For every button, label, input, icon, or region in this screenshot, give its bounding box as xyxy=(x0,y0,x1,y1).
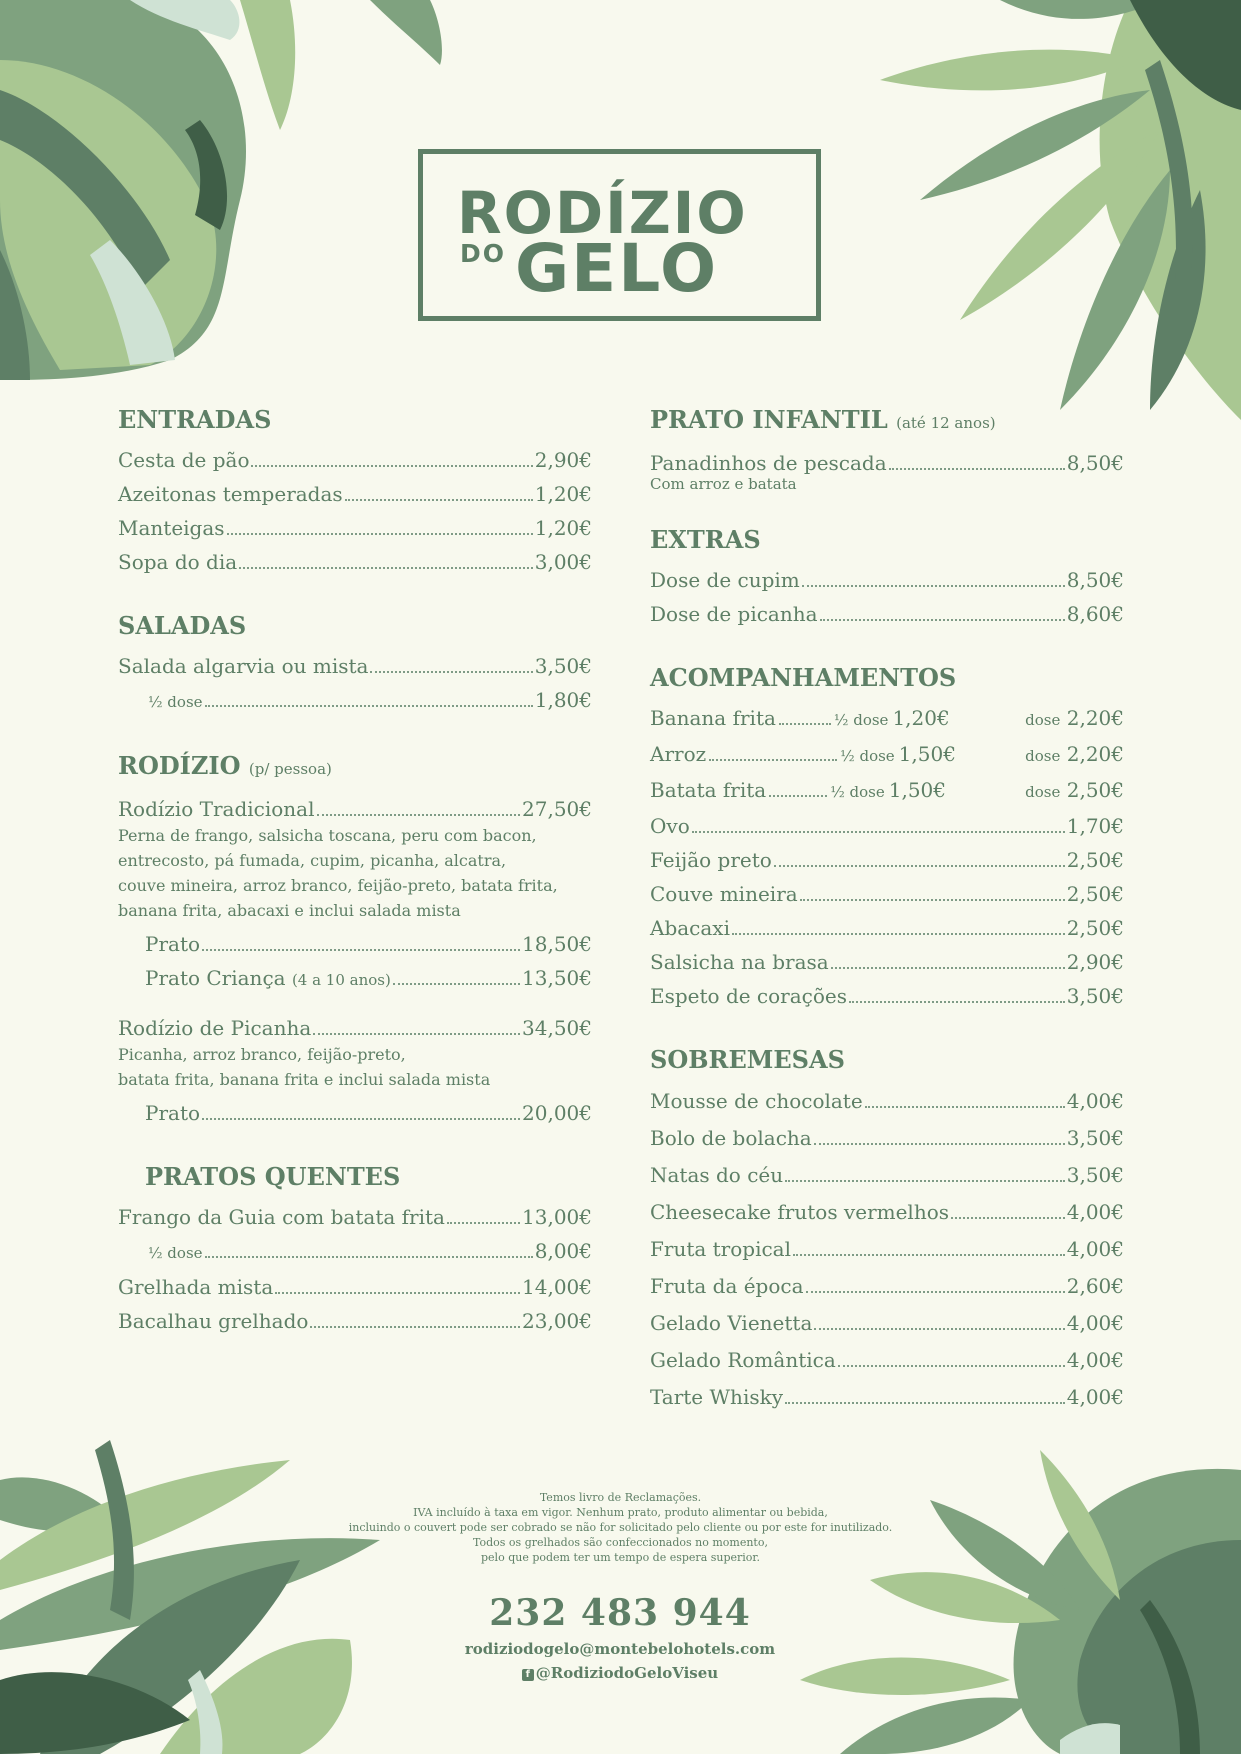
item-name: Couve mineira xyxy=(650,882,798,906)
item-price: 3,00€ xyxy=(534,550,592,574)
leader-dots xyxy=(313,1033,520,1035)
item-name: Manteigas xyxy=(118,516,225,540)
item-price: 2,90€ xyxy=(534,448,592,472)
leader-dots xyxy=(692,831,1065,833)
menu-item-dual xyxy=(650,701,1124,737)
leader-dots xyxy=(820,619,1065,621)
item-name: Rodízio Tradicional xyxy=(118,797,315,821)
menu-item xyxy=(650,1379,1124,1416)
menu-item xyxy=(650,1194,1124,1231)
item-name: Prato xyxy=(145,1101,201,1125)
menu-item xyxy=(650,945,1124,979)
item-name: Cesta de pão xyxy=(118,448,250,472)
spacer xyxy=(118,997,592,1011)
item-name: Dose de picanha xyxy=(650,602,818,626)
item-price: 8,00€ xyxy=(534,1239,592,1263)
item-name: Batata frita xyxy=(650,778,767,802)
facebook-icon: f xyxy=(522,1669,534,1681)
menu-item xyxy=(650,843,1124,877)
menu-item xyxy=(118,927,592,961)
menu-item-dual xyxy=(650,773,1124,809)
leader-dots xyxy=(838,1365,1065,1367)
item-name: Abacaxi xyxy=(650,916,730,940)
item-name: Prato Criança xyxy=(145,966,286,990)
section-note: (até 12 anos) xyxy=(896,414,996,432)
section-title-pratos-quentes: PRATOS QUENTES xyxy=(145,1162,401,1191)
item-price: 1,70€ xyxy=(1066,814,1124,838)
leader-dots xyxy=(709,759,837,761)
leader-dots xyxy=(317,814,521,816)
item-name: Dose de cupim xyxy=(650,568,800,592)
leader-dots xyxy=(732,933,1065,935)
item-price: 4,00€ xyxy=(1066,1237,1124,1261)
half-dose-label: ½ dose xyxy=(830,783,885,801)
item-price: 8,50€ xyxy=(1066,451,1124,475)
legal-notice xyxy=(300,1490,941,1565)
leader-dots xyxy=(769,795,827,797)
menu-item xyxy=(650,979,1124,1013)
item-price: 4,00€ xyxy=(1066,1348,1124,1372)
menu-item xyxy=(650,1120,1124,1157)
item-name: Feijão preto xyxy=(650,848,772,872)
item-price: 2,90€ xyxy=(1066,950,1124,974)
leader-dots xyxy=(239,567,533,569)
leader-dots xyxy=(447,1222,520,1224)
item-name: Panadinhos de pescada xyxy=(650,451,887,475)
menu-item xyxy=(118,1096,592,1130)
leader-dots xyxy=(800,899,1065,901)
item-name: Fruta da época xyxy=(650,1274,804,1298)
item-name: Sopa do dia xyxy=(118,550,238,574)
item-name: Cheesecake frutos vermelhos xyxy=(650,1200,950,1224)
item-price: 2,60€ xyxy=(1066,1274,1124,1298)
item-price: 8,50€ xyxy=(1066,568,1124,592)
item-name: Frango da Guia com batata frita xyxy=(118,1205,445,1229)
item-name: Ovo xyxy=(650,814,690,838)
full-dose xyxy=(1025,737,1124,773)
menu-item xyxy=(118,1200,592,1234)
logo-title-gelo: GELO xyxy=(515,230,719,307)
item-name: Bolo de bolacha xyxy=(650,1126,812,1150)
menu-item xyxy=(650,1305,1124,1342)
item-price: 1,20€ xyxy=(534,516,592,540)
item-name: Banana frita xyxy=(650,706,776,730)
description-line: entrecosto, pá fumada, cupim, picanha, alcatra, xyxy=(118,851,507,870)
item-name: Salsicha na brasa xyxy=(650,950,829,974)
menu-item-dual xyxy=(650,737,1124,773)
leader-dots xyxy=(393,983,520,985)
menu-item xyxy=(650,597,1124,631)
menu-item xyxy=(650,563,1124,597)
menu-item xyxy=(650,1157,1124,1194)
leader-dots xyxy=(951,1217,1065,1219)
leader-dots xyxy=(831,967,1065,969)
notice-line: incluindo o couvert pode ser cobrado se não for solicitado pelo cliente ou por este for inutilizado. xyxy=(348,1521,893,1534)
leader-dots xyxy=(785,1180,1065,1182)
section-title-acompanhamentos: ACOMPANHAMENTOS xyxy=(650,663,957,692)
item-price: 13,50€ xyxy=(522,966,592,990)
leader-dots xyxy=(793,1254,1065,1256)
full-dose xyxy=(1025,701,1124,737)
half-dose-price: 1,20€ xyxy=(892,706,950,730)
left-column xyxy=(118,405,592,1338)
leader-dots xyxy=(251,465,532,467)
spacer xyxy=(650,1013,1124,1045)
menu-item xyxy=(118,1304,592,1338)
item-name: Gelado Vienetta xyxy=(650,1311,813,1335)
section-title-sobremesas: SOBREMESAS xyxy=(650,1045,845,1074)
notice-line: Temos livro de Reclamações. xyxy=(539,1491,702,1504)
full-dose-label: dose xyxy=(1025,711,1061,729)
item-name: ½ dose xyxy=(148,693,203,711)
description-line: Perna de frango, salsicha toscana, peru com bacon, xyxy=(118,826,537,845)
item-name: Salada algarvia ou mista xyxy=(118,654,369,678)
item-name: Grelhada mista xyxy=(118,1275,274,1299)
menu-item xyxy=(118,545,592,579)
item-name: Mousse de chocolate xyxy=(650,1089,863,1113)
item-name: Azeitonas temperadas xyxy=(118,482,343,506)
item-price: 14,00€ xyxy=(522,1275,592,1299)
item-price: 1,20€ xyxy=(534,482,592,506)
item-name: Fruta tropical xyxy=(650,1237,791,1261)
item-name: Bacalhau grelhado xyxy=(118,1309,309,1333)
spacer xyxy=(118,719,592,751)
bottom-left-leaf-icon xyxy=(0,1440,380,1754)
notice-line: pelo que podem ter um tempo de espera superior. xyxy=(481,1551,760,1564)
item-price: 20,00€ xyxy=(522,1101,592,1125)
item-price: 4,00€ xyxy=(1066,1311,1124,1335)
section-note: (p/ pessoa) xyxy=(248,760,332,778)
item-note: (4 a 10 anos) xyxy=(291,971,391,989)
item-price: 13,00€ xyxy=(522,1205,592,1229)
section-title-rodizio xyxy=(118,751,592,784)
leader-dots xyxy=(849,1001,1065,1003)
leader-dots xyxy=(345,499,533,501)
menu-item xyxy=(650,1083,1124,1120)
section-title-text: RODÍZIO xyxy=(118,751,241,780)
description-line: banana frita, abacaxi e inclui salada mista xyxy=(118,901,461,920)
leader-dots xyxy=(774,865,1065,867)
item-name: Tarte Whisky xyxy=(650,1385,784,1409)
leader-dots xyxy=(814,1143,1065,1145)
email-address: rodiziodogelo@montebelohotels.com xyxy=(464,1640,776,1658)
social-handle xyxy=(400,1664,840,1682)
notice-line: Todos os grelhados são confeccionados no momento, xyxy=(473,1536,768,1549)
menu-item xyxy=(118,961,592,997)
section-title-text: PRATO INFANTIL xyxy=(650,405,888,434)
full-dose-label: dose xyxy=(1025,783,1061,801)
spacer xyxy=(118,1130,592,1162)
leader-dots xyxy=(202,949,520,951)
description-line: Picanha, arroz branco, feijão-preto, xyxy=(118,1045,406,1064)
item-price: 3,50€ xyxy=(1066,1163,1124,1187)
half-dose-price: 1,50€ xyxy=(898,742,956,766)
phone-number: 232 483 944 xyxy=(489,1592,751,1634)
logo-title-do: DO xyxy=(460,239,507,268)
leader-dots xyxy=(802,585,1065,587)
item-price: 8,60€ xyxy=(1066,602,1124,626)
item-name: Espeto de corações xyxy=(650,984,848,1008)
leader-dots xyxy=(785,1402,1065,1404)
right-column xyxy=(650,405,1124,1416)
item-name: ½ dose xyxy=(148,1244,203,1262)
menu-item xyxy=(650,1268,1124,1305)
leader-dots xyxy=(205,1256,533,1258)
item-price: 3,50€ xyxy=(534,654,592,678)
item-price: 4,00€ xyxy=(1066,1200,1124,1224)
menu-item xyxy=(118,792,592,826)
item-price: 27,50€ xyxy=(522,797,592,821)
item-price: 4,00€ xyxy=(1066,1089,1124,1113)
leader-dots xyxy=(227,533,533,535)
item-name: Gelado Romântica xyxy=(650,1348,836,1372)
half-dose-price: 1,50€ xyxy=(888,778,947,802)
menu-item-half xyxy=(118,683,592,719)
item-price: 2,50€ xyxy=(1066,848,1124,872)
item-price: 18,50€ xyxy=(522,932,592,956)
item-price: 1,80€ xyxy=(534,688,592,712)
full-dose xyxy=(1025,773,1124,809)
leader-dots xyxy=(779,723,831,725)
half-dose-label: ½ dose xyxy=(840,747,895,765)
item-name: Arroz xyxy=(650,742,707,766)
item-description xyxy=(118,1042,592,1092)
leader-dots xyxy=(205,705,533,707)
leader-dots xyxy=(202,1118,520,1120)
item-price: 3,50€ xyxy=(1066,984,1124,1008)
leader-dots xyxy=(814,1328,1064,1330)
full-dose-price: 2,20€ xyxy=(1066,742,1124,766)
item-description xyxy=(118,823,592,923)
item-description: Com arroz e batata xyxy=(650,475,797,493)
item-price: 2,50€ xyxy=(1066,916,1124,940)
description-line: couve mineira, arroz branco, feijão-preto, batata frita, xyxy=(118,876,558,895)
item-price: 23,00€ xyxy=(522,1309,592,1333)
logo xyxy=(418,149,821,321)
menu-item xyxy=(650,911,1124,945)
full-dose-price: 2,50€ xyxy=(1066,778,1124,802)
menu-item xyxy=(650,809,1124,843)
description-line: batata frita, banana frita e inclui salada mista xyxy=(118,1070,491,1089)
section-title-extras: EXTRAS xyxy=(650,525,761,554)
leader-dots xyxy=(370,671,532,673)
item-price: 4,00€ xyxy=(1066,1385,1124,1409)
menu-item xyxy=(118,1270,592,1304)
social-handle-text: @RodiziodoGeloViseu xyxy=(535,1664,719,1682)
leader-dots xyxy=(310,1326,520,1328)
item-price: 2,50€ xyxy=(1066,882,1124,906)
logo-title-rodizio: RODÍZIO xyxy=(457,179,748,247)
full-dose-price: 2,20€ xyxy=(1066,706,1124,730)
leader-dots xyxy=(806,1291,1065,1293)
item-name: Rodízio de Picanha xyxy=(118,1016,312,1040)
item-name: Prato xyxy=(145,932,201,956)
menu-item xyxy=(118,649,592,683)
menu-item xyxy=(650,1231,1124,1268)
menu-item xyxy=(650,877,1124,911)
spacer xyxy=(650,631,1124,663)
menu-item xyxy=(650,1342,1124,1379)
menu-item xyxy=(118,511,592,545)
section-title-saladas: SALADAS xyxy=(118,611,247,640)
leader-dots xyxy=(889,468,1065,470)
leader-dots xyxy=(865,1106,1065,1108)
top-left-leaf-icon xyxy=(0,0,442,380)
menu-item-half xyxy=(118,1234,592,1270)
section-title-entradas: ENTRADAS xyxy=(118,405,272,434)
spacer xyxy=(118,579,592,611)
leader-dots xyxy=(275,1292,520,1294)
item-price: 3,50€ xyxy=(1066,1126,1124,1150)
menu-item xyxy=(118,1011,592,1045)
top-right-leaf-icon xyxy=(880,0,1241,420)
half-dose-label: ½ dose xyxy=(833,711,889,729)
spacer xyxy=(650,501,1124,525)
menu-item xyxy=(118,443,592,477)
notice-line: IVA incluído à taxa em vigor. Nenhum prato, produto alimentar ou bebida, xyxy=(413,1506,828,1519)
item-name: Natas do céu xyxy=(650,1163,784,1187)
menu-item xyxy=(118,477,592,511)
full-dose-label: dose xyxy=(1025,747,1061,765)
item-price: 34,50€ xyxy=(522,1016,592,1040)
section-title-prato-infantil xyxy=(650,405,1124,438)
